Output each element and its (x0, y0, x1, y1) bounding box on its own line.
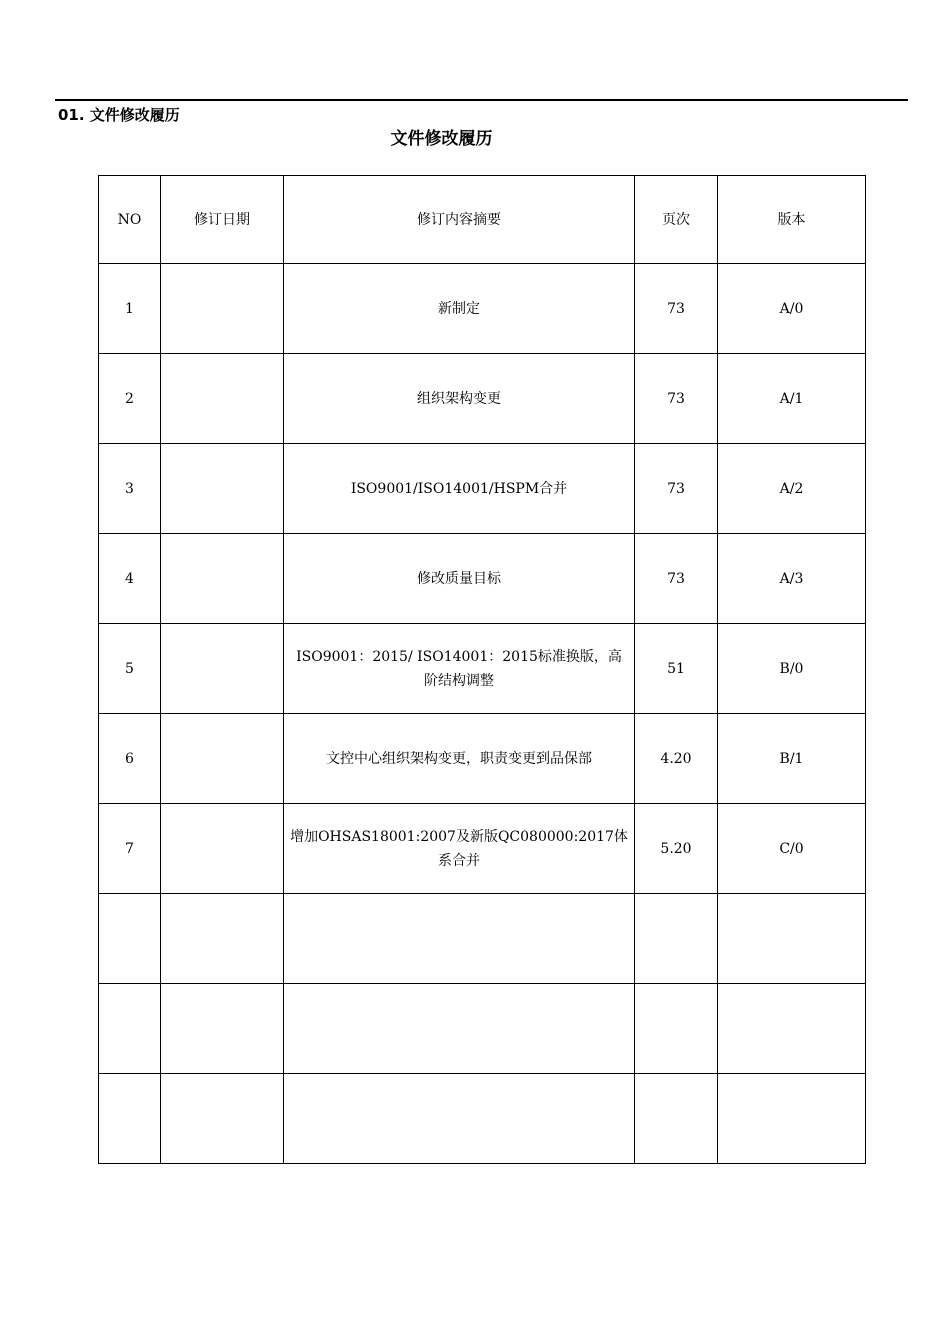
cell-summary: 组织架构变更 (284, 354, 635, 444)
cell-version: A/3 (718, 534, 866, 624)
cell-no (99, 1074, 161, 1164)
cell-no (99, 984, 161, 1074)
table-row (99, 804, 866, 894)
cell-page: 5.20 (635, 804, 718, 894)
cell-summary: 新制定 (284, 264, 635, 354)
cell-summary: ISO9001/ISO14001/HSPM合并 (284, 444, 635, 534)
table-row (99, 264, 866, 354)
cell-version: B/0 (718, 624, 866, 714)
cell-no: 4 (99, 534, 161, 624)
cell-page: 73 (635, 534, 718, 624)
cell-summary: ISO9001：2015/ ISO14001：2015标准换版，高阶结构调整 (284, 624, 635, 714)
table-row (99, 624, 866, 714)
cell-page (635, 1074, 718, 1164)
header-summary: 修订内容摘要 (284, 176, 635, 264)
cell-summary (284, 1074, 635, 1164)
cell-date (161, 804, 284, 894)
cell-summary (284, 894, 635, 984)
cell-date (161, 444, 284, 534)
cell-page: 73 (635, 354, 718, 444)
cell-version (718, 984, 866, 1074)
cell-no: 1 (99, 264, 161, 354)
cell-no: 7 (99, 804, 161, 894)
header-page: 页次 (635, 176, 718, 264)
cell-page: 51 (635, 624, 718, 714)
table-row (99, 714, 866, 804)
table-header-row (99, 176, 866, 264)
cell-page: 73 (635, 264, 718, 354)
cell-summary: 文控中心组织架构变更，职责变更到品保部 (284, 714, 635, 804)
cell-date (161, 624, 284, 714)
table-row (99, 534, 866, 624)
header-version: 版本 (718, 176, 866, 264)
cell-page (635, 984, 718, 1074)
section-heading: 01. 文件修改履历 (58, 106, 180, 124)
header-no: NO (99, 176, 161, 264)
cell-date (161, 984, 284, 1074)
cell-version: B/1 (718, 714, 866, 804)
document-title: 文件修改履历 (390, 129, 493, 149)
table-row (99, 444, 866, 534)
cell-version (718, 1074, 866, 1164)
revision-history-table (98, 175, 866, 1164)
cell-version: A/1 (718, 354, 866, 444)
cell-summary (284, 984, 635, 1074)
table-row (99, 354, 866, 444)
cell-date (161, 894, 284, 984)
cell-page: 4.20 (635, 714, 718, 804)
cell-no (99, 894, 161, 984)
cell-summary: 增加OHSAS18001:2007及新版QC080000:2017体系合并 (284, 804, 635, 894)
table-row (99, 1074, 866, 1164)
cell-no: 6 (99, 714, 161, 804)
cell-date (161, 1074, 284, 1164)
cell-version: A/2 (718, 444, 866, 534)
cell-page (635, 894, 718, 984)
cell-date (161, 264, 284, 354)
cell-no: 3 (99, 444, 161, 534)
cell-page: 73 (635, 444, 718, 534)
table-row (99, 894, 866, 984)
cell-date (161, 534, 284, 624)
cell-version: C/0 (718, 804, 866, 894)
top-rule (55, 99, 908, 101)
cell-summary: 修改质量目标 (284, 534, 635, 624)
cell-version (718, 894, 866, 984)
cell-no: 2 (99, 354, 161, 444)
table-row (99, 984, 866, 1074)
cell-version: A/0 (718, 264, 866, 354)
cell-date (161, 354, 284, 444)
header-date: 修订日期 (161, 176, 284, 264)
cell-date (161, 714, 284, 804)
cell-no: 5 (99, 624, 161, 714)
